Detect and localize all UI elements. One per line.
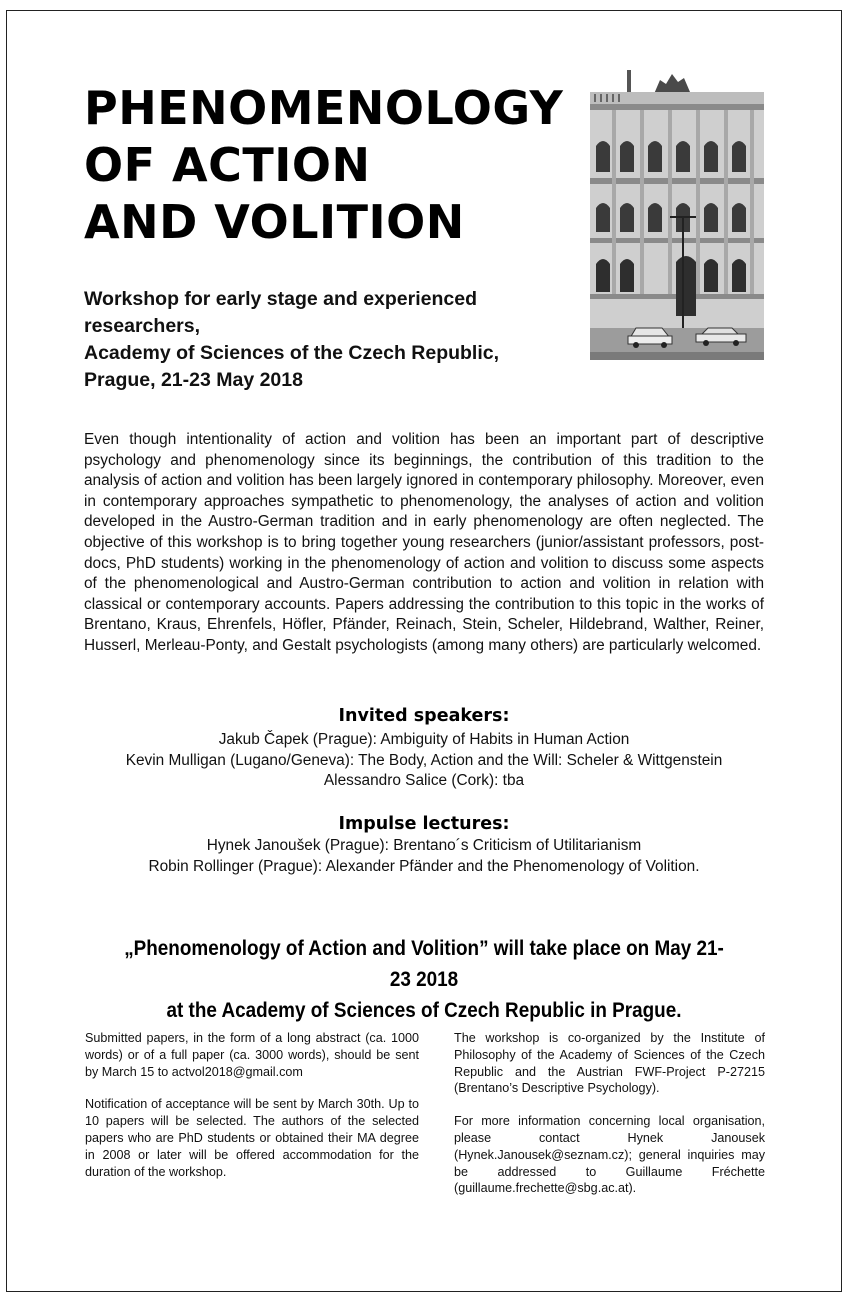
lecture-line: Robin Rollinger (Prague): Alexander Pfänder and the Phenomenology of Volition.	[148, 857, 700, 875]
subtitle-line: Academy of Sciences of the Czech Republic,	[84, 342, 500, 364]
subtitle-line: Workshop for early stage and experienced researchers,	[84, 288, 478, 337]
workshop-description: Even though intentionality of action and volition has been an important part of descriptive psychology and phenomenology since its beginnings, the contribution of this tradition to the analysis of action and volition has been largely ignored in contemporary philosophy. Moreover, even in contemporary approaches sympathetic to phenomenology, the analyses of action and volition developed in the Austro-German tradition and in early phenomenology are often neglected. The objective of this workshop is to bring together young researchers (junior/assistant professors, post-docs, PhD students) working in the phenomenology of action and volition to discuss some aspects of the phenomenological and Austro-German contribution to action and volition in relation with classical or contemporary accounts. Papers addressing the contribution to this topic in the works of Brentano, Kraus, Ehrenfels, Höfler, Pfänder, Reinach, Stein, Scheler, Hildebrand, Walther, Reiner, Husserl, Merleau-Ponty, and Gestalt psychologists (among many others) are particularly welcomed.	[84, 431, 764, 654]
speaker-line: Kevin Mulligan (Lugano/Geneva): The Body, Action and the Will: Scheler & Wittgenstein	[125, 751, 723, 769]
title-line: PHENOMENOLOGY	[84, 81, 564, 135]
submission-info-column	[85, 1030, 419, 1196]
workshop-subtitle	[84, 286, 584, 394]
lecture-line: Hynek Janoušek (Prague): Brentano´s Criticism of Utilitarianism	[206, 837, 642, 854]
organizer-info-column	[454, 1030, 765, 1213]
page-title	[84, 80, 584, 251]
speaker-line: Alessandro Salice (Cork): tba	[323, 772, 525, 790]
title-line: AND VOLITION	[84, 195, 465, 249]
organizer-paragraph: The workshop is co-organized by the Institute of Philosophy of the Academy of Sciences of the Czech Republic and the Austrian FWF-Project P-27215 (Brentano’s Descriptive Psychology).	[454, 1031, 765, 1096]
subtitle-line: Prague, 21-23 May 2018	[84, 369, 303, 391]
impulse-lectures-heading: Impulse lectures:	[338, 814, 510, 834]
announcement-line: at the Academy of Sciences of Czech Republic in Prague.	[166, 999, 682, 1022]
invited-speakers-heading: Invited speakers:	[338, 706, 510, 726]
speaker-line: Jakub Čapek (Prague): Ambiguity of Habits in Human Action	[218, 731, 630, 748]
notification-paragraph: Notification of acceptance will be sent by March 30th. Up to 10 papers will be selected. The authors of the selected papers who are PhD students or obtained their MA degree in 2008 or later will be offered accommodation for the duration of the workshop.	[85, 1097, 419, 1179]
invited-speakers-list	[84, 730, 764, 792]
academy-building-photo	[590, 66, 764, 360]
title-line: OF ACTION	[84, 138, 371, 192]
announcement-line: „Phenomenology of Action and Volition” will take place on May 21-23 2018	[124, 937, 724, 991]
event-announcement	[118, 933, 730, 1026]
impulse-lectures-list	[84, 836, 764, 877]
submission-paragraph: Submitted papers, in the form of a long abstract (ca. 1000 words) or of a full paper (ca. 3000 words), should be sent by March 15 to actvol2018@gmail.com	[85, 1031, 419, 1079]
contact-paragraph: For more information concerning local organisation, please contact Hynek Janousek (Hynek.Janousek@seznam.cz); general inquiries may be addressed to Guillaume Fréchette (guillaume.frechette@sbg.ac.at).	[454, 1114, 765, 1196]
